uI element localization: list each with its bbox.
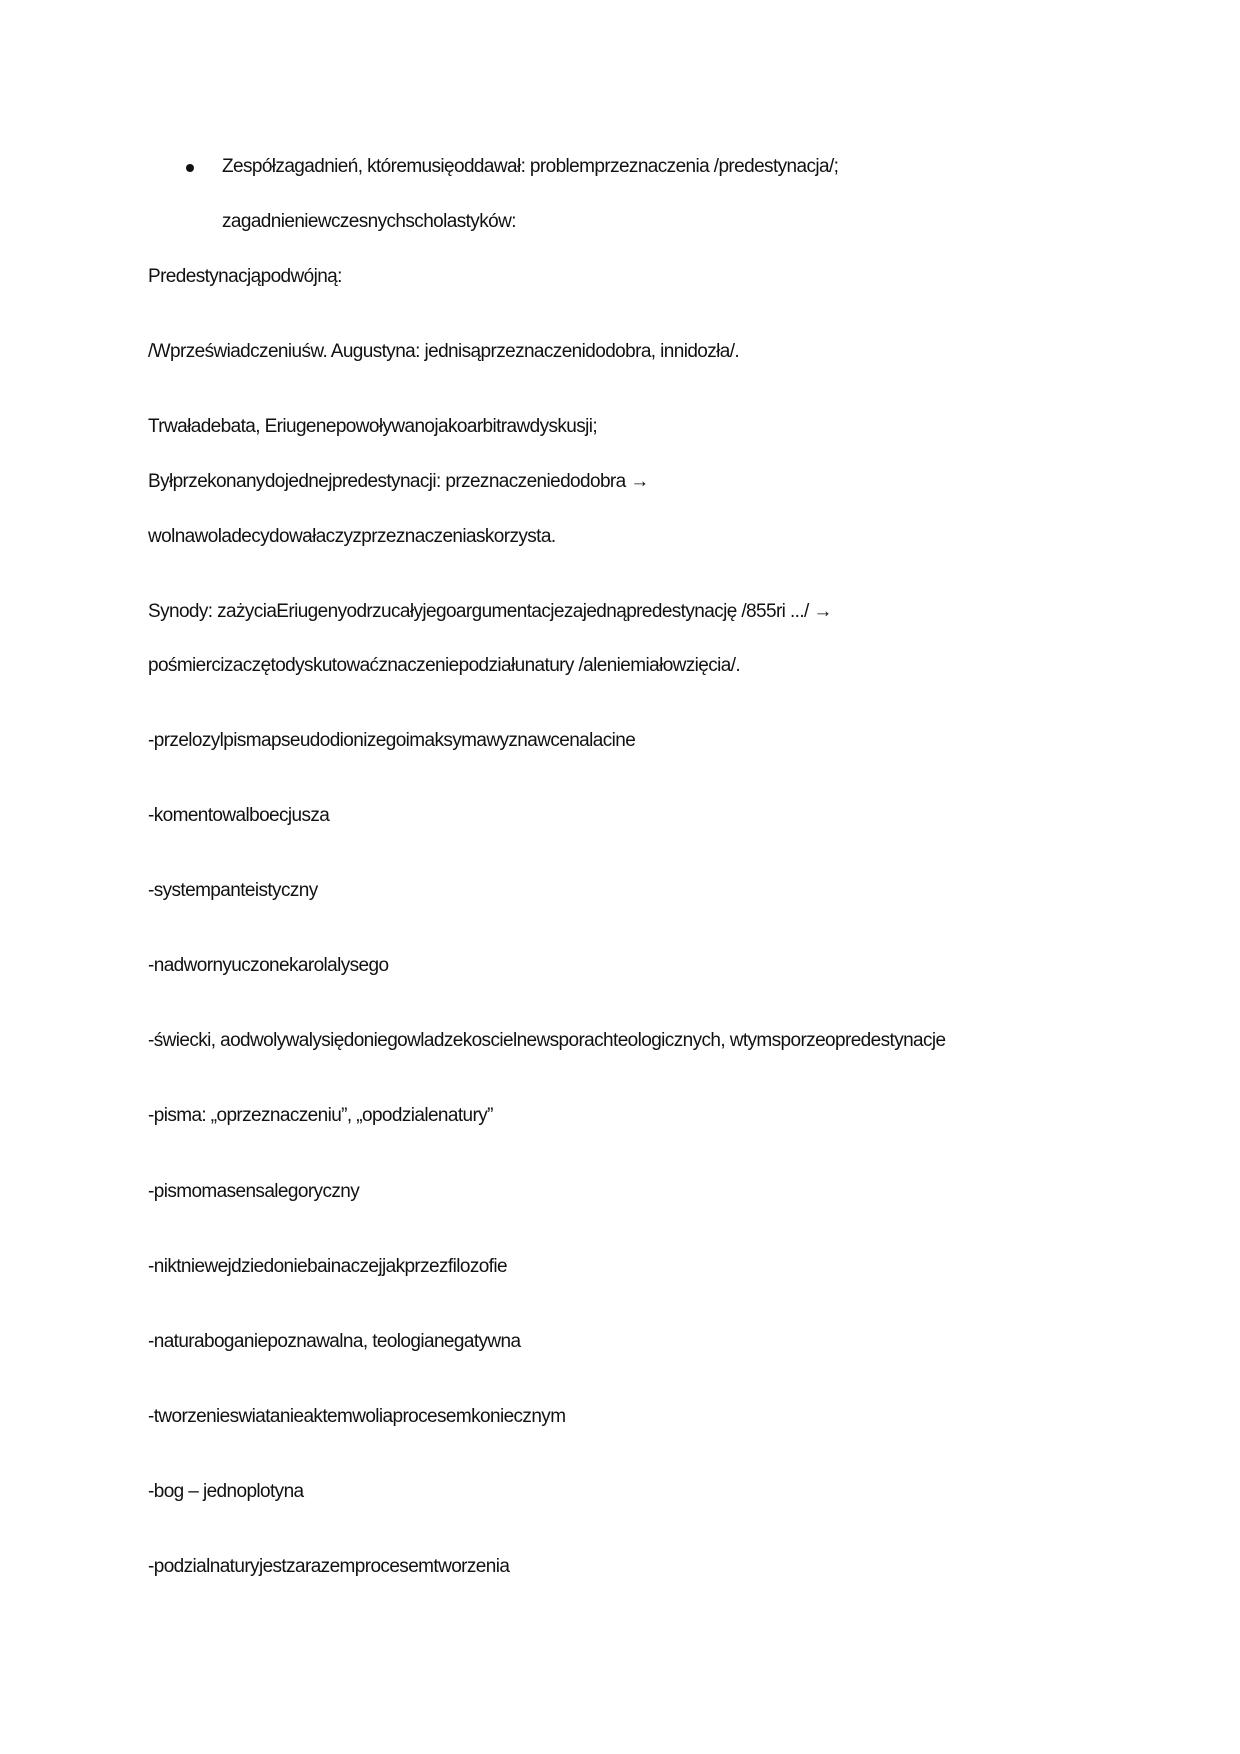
dash-item: -naturaboganiepoznawalna, teologianegatywna (148, 1331, 521, 1352)
dash-item: -bog – jednoplotyna (148, 1481, 304, 1502)
dash-item: -przelozylpismapseudodionizegoimaksymawyznawcenalacine (148, 730, 636, 751)
paragraph: wolnawoladecydowałaczyzprzeznaczeniaskorzysta. (148, 526, 556, 547)
dash-item: -komentowalboecjusza (148, 805, 330, 826)
dash-item: -pisma: „oprzeznaczeniu”, „opodzialenatury” (148, 1105, 493, 1126)
dash-item: -świecki, aodwolywalysiędoniegowladzekoscielnewsporachteologicznych, wtymsporzeopredestynacje (148, 1030, 946, 1051)
bullet-icon (186, 164, 194, 172)
bullet-item-line-2: zagadnieniewczesnychscholastyków: (222, 211, 516, 232)
paragraph: Trwaładebata, Eriugenepowoływanojakoarbitrawdyskusji; (148, 416, 598, 437)
dash-item: -systempanteistyczny (148, 880, 318, 901)
dash-item: -pismomasensalegoryczny (148, 1181, 360, 1202)
paragraph: Byłprzekonanydojednejpredestynacji: przeznaczeniedodobra → (148, 471, 649, 492)
paragraph: pośmiercizaczętodyskutowaćznaczeniepodziałunatury /aleniemiałowzięcia/. (148, 655, 741, 676)
paragraph: Predestynacjąpodwójną: (148, 266, 342, 287)
dash-item: -niktniewejdziedoniebainaczejjakprzezfilozofie (148, 1256, 507, 1277)
dash-item: -tworzenieswiatanieaktemwoliaprocesemkoniecznym (148, 1406, 566, 1427)
dash-item: -nadwornyuczonekarolalysego (148, 955, 389, 976)
dash-item: -podzialnaturyjestzarazemprocesemtworzenia (148, 1556, 510, 1577)
paragraph: Synody: zażyciaEriugenyodrzucałyjegoargumentacjezajednąpredestynację /855ri .../ → (148, 601, 832, 622)
paragraph: /Wprzeświadczeniuśw. Augustyna: jednisąprzeznaczenidodobra, innidozła/. (148, 341, 740, 362)
bullet-item-line-1: Zespółzagadnień, któremusięoddawał: problemprzeznaczenia /predestynacja/; (222, 156, 839, 177)
